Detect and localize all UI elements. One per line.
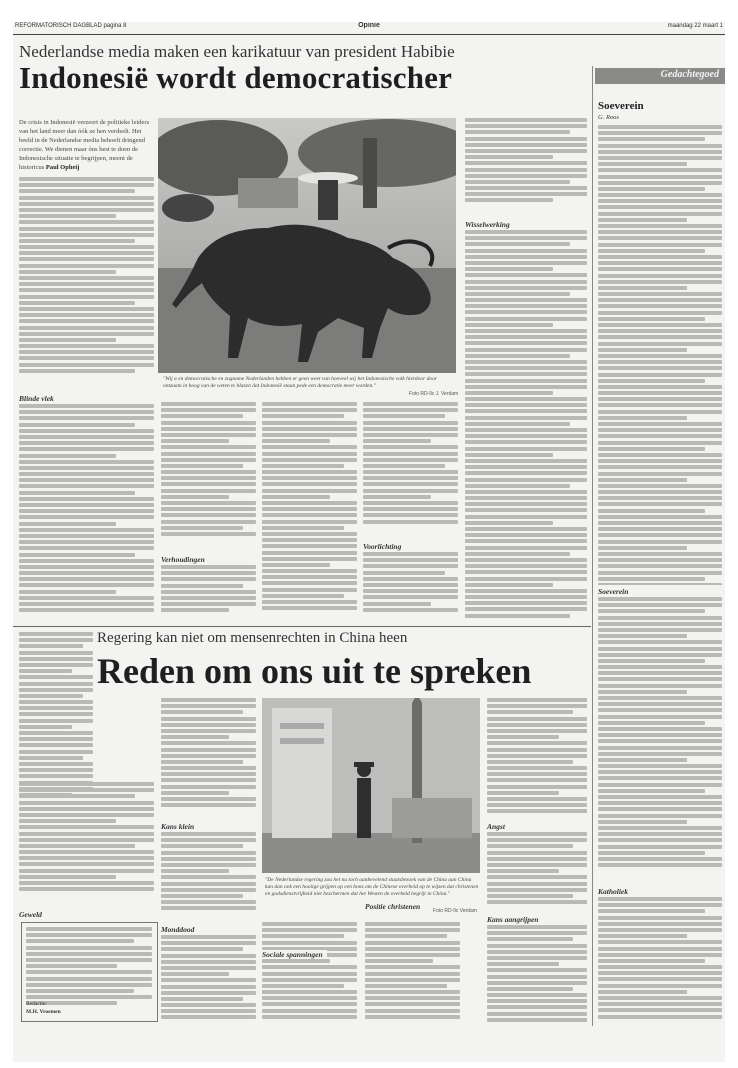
sidebar-divider [592,66,593,1026]
sidebar-tag [595,68,725,84]
article2-column-1b [19,782,154,902]
article2-kicker: Regering kan niet om mensenrechten in China heen [97,630,408,646]
sidebar-author: G. Roos [598,114,619,121]
article2-column-4 [365,922,460,1027]
subhead-verhoudingen: Verhoudingen [161,555,205,564]
article1-column-4 [363,402,458,532]
page-date: maandag 22 maart 1 [667,23,723,29]
article1-kicker: Nederlandse media maken een karikatuur van president Habibie [19,42,455,61]
article2-column-5 [487,698,587,818]
article2-column-2b [161,832,256,922]
subhead-positie-christenen: Positie christenen [365,902,421,911]
china-monument-illustration [262,698,480,873]
sidebar-column-c [598,897,722,1027]
water-buffalo-photo [158,118,456,373]
subhead-kans-klein: Kans klein [161,822,195,831]
article1-column-1b [19,404,154,624]
article1-author: Paul Opheij [45,164,80,171]
article2-photo-credit: Foto RD-Ilc Verdam [433,908,477,914]
article1-photo-caption: "Wij a en democratische en zogname Nederlanden hebben er geen weet van hoeveel wij het Indonesische volk hierdoor door ontzaam in hoog van de weten te blazen dat Indonesië staan pede een democratie meer worden." [163,376,437,389]
subhead-sociale-spanningen: Sociale spanningen [262,950,327,959]
subhead-kans-aangrijpen: Kans aangrijpen [487,915,539,924]
article1-headline: Indonesië wordt democratischer [19,60,453,95]
subhead-monddood: Monddood [161,925,195,934]
china-monument-photo [262,698,480,873]
sidebar-column [598,125,722,585]
article1-column-2 [161,402,256,552]
article2-column-2c [161,935,256,1027]
article-divider [13,626,591,627]
sidebar-subhead-katholiek: Katholiek [598,887,629,896]
subhead-blinde-vlek: Blinde vlek [19,394,54,403]
article2-column-3 [262,922,357,1027]
section-title: Opinie [358,22,380,29]
header-rule [13,34,725,35]
subhead-wisselwerking: Wisselwerking [465,220,510,229]
article1-column-5b [465,230,587,624]
article1-intro-text: De crisis in Indonesië verzeert de politieke leiders van het land meer dan óók ze hen verdeelt. Het beeld in de Nederlandse media behoeft dringend correctie. We dienen maar óns best te doen de Indonesische situatie te begrijpen, meent de historicus [19,119,150,171]
article1-intro [19,118,154,172]
article1-column-4b [363,552,458,624]
article1-column-5 [465,118,587,218]
editor-note-lines [26,927,152,1007]
article2-column-2 [161,698,256,813]
water-buffalo-illustration [158,118,456,373]
newspaper-page [13,22,725,1062]
subhead-voorlichting: Voorlichting [363,542,402,551]
sidebar-column-b [598,597,722,882]
editor-note-author: M.H. Vroemen [26,1009,61,1015]
article1-photo-credit: Foto RD-Ilc J. Verdam [409,391,459,397]
editor-note-label: Redactie: [26,1001,47,1007]
article2-column-5b [487,832,587,912]
article2-headline: Reden om ons uit te spreken [97,651,532,691]
subhead-angst: Angst [487,822,505,831]
article2-photo-caption: "De Nederlandse regering zou het nu toch aanbevelend staatsbezoek van de China aan China kan dan ook een hooiige grijpen op een bons om de Chinese overheid op te wijzen dat christenen en godsdienstvrijheid niet beschermen dat het Westen de overheid begrijt in China." [265,877,479,897]
editor-note-box [21,922,158,1022]
article1-column-1 [19,177,154,382]
subhead-geweld: Geweld [19,910,42,919]
sidebar-subhead-soeverein: Soeverein [598,587,629,596]
article2-column-5c [487,925,587,1027]
page-header-left: REFORMATORISCH DAGBLAD pagina 8 [15,23,127,29]
sidebar-tag-label: Gedachtegoed [660,69,719,80]
article1-column-3 [262,402,357,624]
sidebar-title: Soeverein [598,100,644,112]
article1-column-2b [161,565,256,625]
